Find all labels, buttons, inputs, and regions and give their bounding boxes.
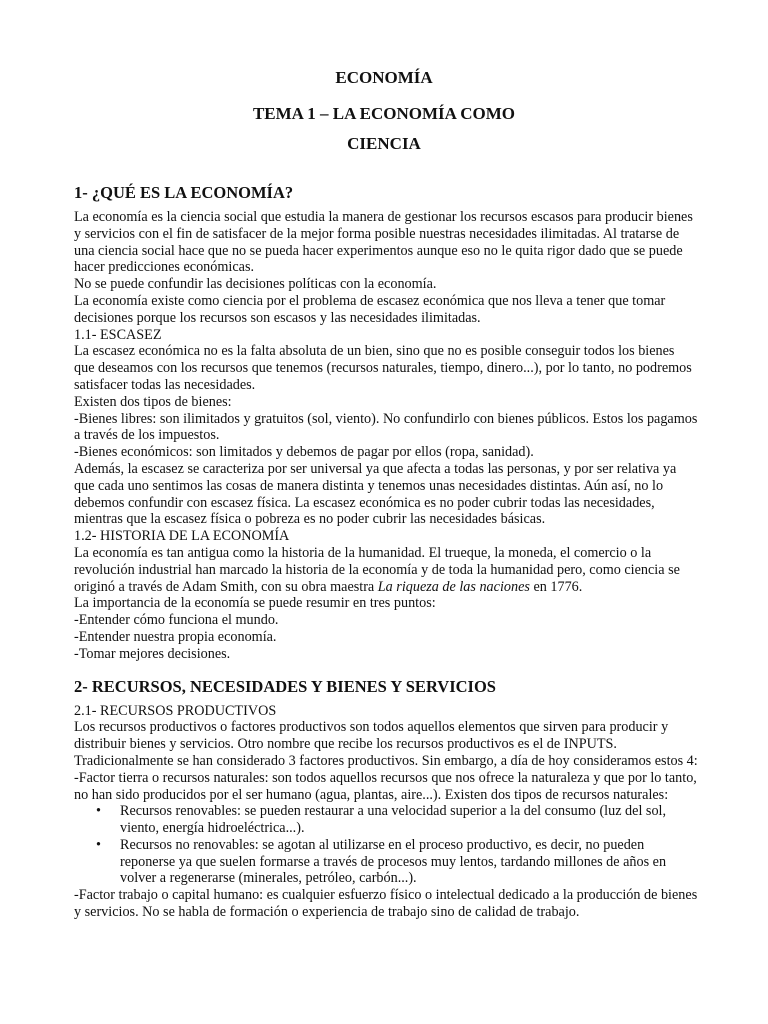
escasez-paragraph: La escasez económica no es la falta absoluta de un bien, sino que no es posible conseguir todos los bienes que deseamos con los recursos que tenemos (recursos naturales, tiempo, dinero...), por lo tanto, no podremos satisfacer todas las necesidades. xyxy=(74,343,692,393)
historia-point: -Entender nuestra propia economía. xyxy=(74,628,277,645)
book-title: La riqueza de las naciones xyxy=(377,578,530,595)
escasez-paragraph: Además, la escasez se caracteriza por ser universal ya que afecta a todas las personas, y por ser relativa ya que cada uno sentimos las cosas de manera distinta y tenemos unas necesidades distintas. Aún así, no lo debemos confundir con escasez física. La escasez económica es no poder cubrir todas las necesidades, mientras que la escasez física o pobreza es no poder cubrir las necesidades básicas. xyxy=(74,460,677,528)
document-subtitle-line2: CIENCIA xyxy=(347,134,421,153)
bullet-icon: • xyxy=(96,803,101,820)
historia-text-part2: en 1776. xyxy=(529,578,583,595)
historia-paragraph xyxy=(74,545,698,595)
subsection-heading-historia: 1.2- HISTORIA DE LA ECONOMÍA xyxy=(74,528,290,545)
section1-paragraph: La economía es la ciencia social que estudia la manera de gestionar los recursos escasos para producir bienes y servicios con el fin de satisfacer de la mejor forma posible nuestras necesidades ilimitadas. Al tratarse de una ciencia social hace que no se pueda hacer experimentos aunque eso no le quita rigor dado que se puede hacer predicciones económicas. xyxy=(74,209,693,276)
section1-heading: 1- ¿QUÉ ES LA ECONOMÍA? xyxy=(74,183,294,202)
document-body xyxy=(74,183,698,921)
escasez-paragraph: -Bienes libres: son ilimitados y gratuitos (sol, viento). No confundirlo con bienes públicos. Estos los pagamos a través de los impuestos. xyxy=(74,410,698,444)
historia-text-part1: La economía es tan antigua como la historia de la humanidad. El trueque, la moneda, el comercio o la revolución industrial han marcado la historia de la economía y de toda la humanidad pero, como ciencia se originó a través de Adam Smith, con su obra maestra xyxy=(74,544,680,595)
recursos-naturales-list xyxy=(74,803,698,887)
recursos-paragraph: -Factor tierra o recursos naturales: son todos aquellos recursos que nos ofrece la naturaleza y que por lo tanto, no han sido producidos por el ser humano (agua, plantas, aire...). Existen dos tipos de recursos naturales: xyxy=(74,769,697,803)
subsection-heading-escasez: 1.1- ESCASEZ xyxy=(74,326,162,343)
list-item: • Recursos renovables: se pueden restaurar a una velocidad superior a la del consumo (luz del sol, viento, energía hidroeléctrica...). xyxy=(96,803,667,837)
section2-heading: 2- RECURSOS, NECESIDADES Y BIENES Y SERVICIOS xyxy=(74,676,496,696)
recursos-paragraph: Los recursos productivos o factores productivos son todos aquellos elementos que sirven para producir y distribuir bienes y servicios. Otro nombre que recibe los recursos productivos es el de INPUTS. Tradicionalmente se han considerado 3 factores productivos. Sin embargo, a día de hoy consideramos estos 4: xyxy=(74,719,698,769)
historia-point: -Entender cómo funciona el mundo. xyxy=(74,612,279,629)
recursos-paragraph: -Factor trabajo o capital humano: es cualquier esfuerzo físico o intelectual dedicado a la producción de bienes y servicios. No se habla de formación o experiencia de trabajo sino de calidad de trabajo. xyxy=(74,887,698,921)
historia-point: -Tomar mejores decisiones. xyxy=(74,645,231,662)
list-item: • Recursos no renovables: se agotan al utilizarse en el proceso productivo, es decir, no pueden reponerse ya que suelen formarse a través de procesos muy lentos, tardando millones de años en volver a regenerarse (minerales, petróleo, carbón...). xyxy=(96,836,667,887)
escasez-paragraph: Existen dos tipos de bienes: xyxy=(74,393,232,410)
bullet-icon: • xyxy=(96,836,101,853)
document-title: ECONOMÍA xyxy=(335,68,433,87)
escasez-paragraph: -Bienes económicos: son limitados y debemos de pagar por ellos (ropa, sanidad). xyxy=(74,444,534,461)
document-subtitle-line1: TEMA 1 – LA ECONOMÍA COMO xyxy=(252,104,516,123)
subsection-heading-recursos: 2.1- RECURSOS PRODUCTIVOS xyxy=(74,702,277,719)
historia-paragraph: La importancia de la economía se puede resumir en tres puntos: xyxy=(74,595,436,612)
section1-paragraph: La economía existe como ciencia por el problema de escasez económica que nos lleva a tener que tomar decisiones porque los recursos son escasos y las necesidades ilimitadas. xyxy=(74,292,666,326)
section1-paragraph: No se puede confundir las decisiones políticas con la economía. xyxy=(74,276,437,293)
